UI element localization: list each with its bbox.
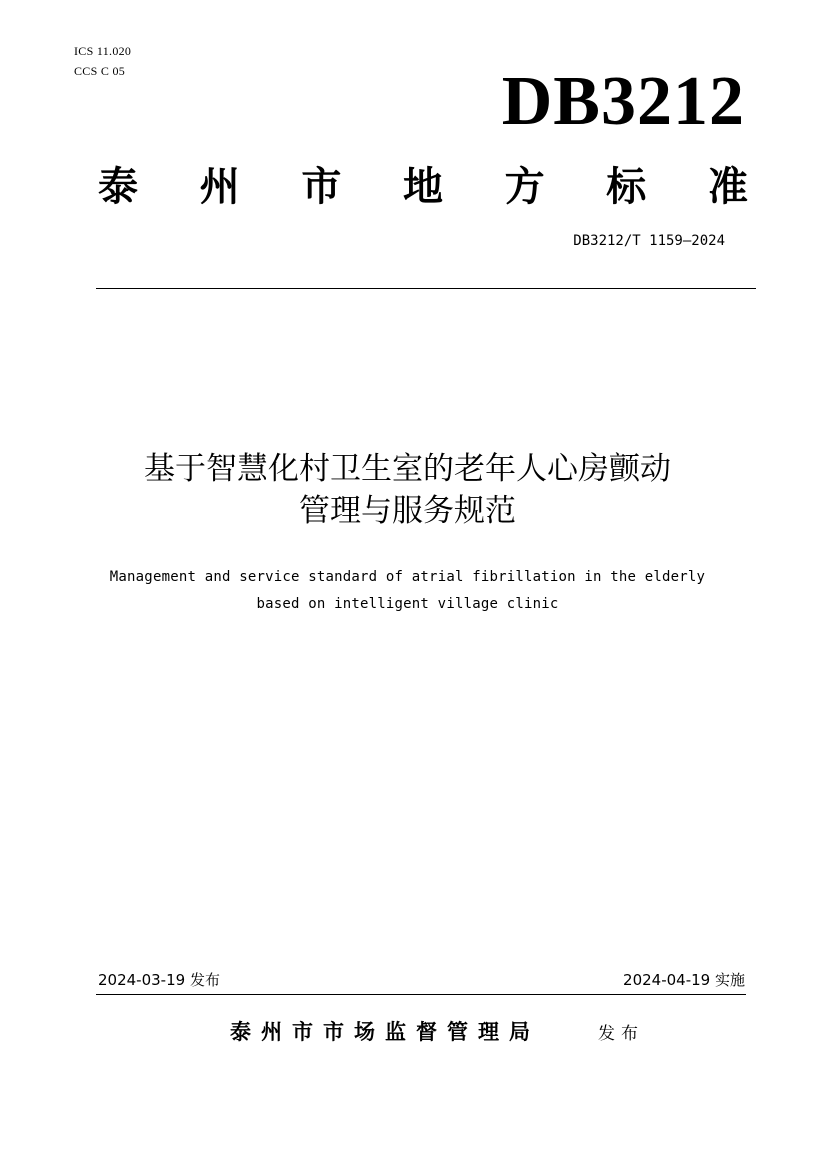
- chinese-title-line-1: 基于智慧化村卫生室的老年人心房颤动: [144, 451, 671, 487]
- bottom-divider: [96, 994, 746, 995]
- standard-type-char: 标: [606, 163, 647, 210]
- standard-type-char: 地: [402, 163, 443, 210]
- standard-type-heading: [98, 162, 748, 212]
- issue-date: 2024-03-19 发布: [98, 971, 220, 989]
- standard-number: DB3212/T 1159—2024: [573, 233, 725, 249]
- ics-code: ICS 11.020: [74, 44, 132, 58]
- standard-type-char: 市: [301, 163, 342, 210]
- chinese-title-line-2: 管理与服务规范: [299, 493, 516, 529]
- issue-label: 发布: [598, 1024, 644, 1044]
- standard-type-char: 州: [199, 163, 240, 210]
- implementation-date: 2024-04-19 实施: [623, 971, 745, 989]
- english-title-line-1: Management and service standard of atrial fibrillation in the elderly: [109, 569, 706, 585]
- standard-type-char: 准: [707, 163, 748, 210]
- standard-type-char: 泰: [98, 163, 138, 210]
- english-title: [0, 564, 815, 618]
- standard-type-char: 方: [504, 163, 545, 210]
- chinese-title: [0, 448, 815, 532]
- standard-code-large: DB3212: [501, 63, 745, 140]
- english-title-line-2: based on intelligent village clinic: [256, 596, 559, 612]
- ccs-code: CCS C 05: [74, 64, 126, 78]
- issuing-authority: 泰州市市场监督管理局: [230, 1019, 540, 1044]
- top-divider: [96, 288, 756, 289]
